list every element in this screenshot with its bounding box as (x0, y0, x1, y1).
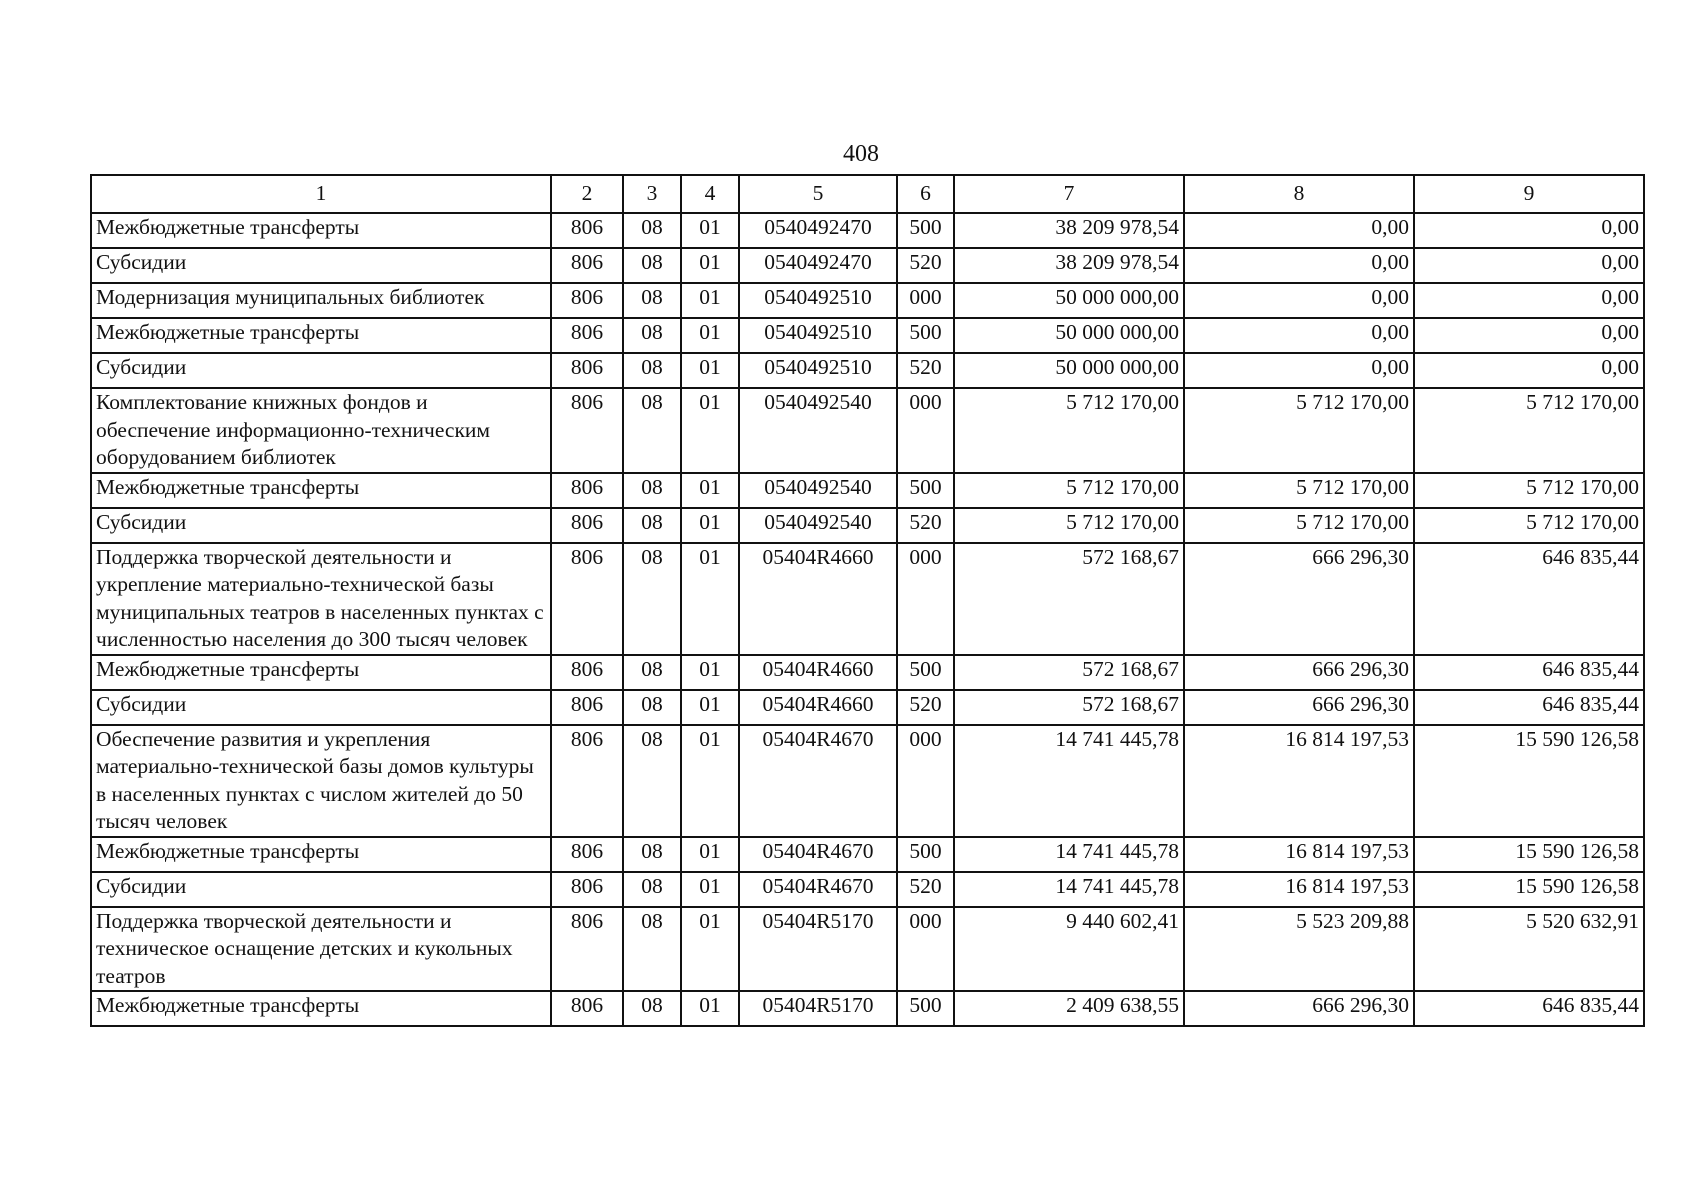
code-col-4: 01 (681, 248, 739, 283)
code-col-6: 500 (897, 473, 954, 508)
code-col-6: 520 (897, 872, 954, 907)
amount-col-7: 5 712 170,00 (954, 508, 1184, 543)
code-col-5: 0540492510 (739, 353, 897, 388)
code-col-2: 806 (551, 318, 623, 353)
code-col-2: 806 (551, 837, 623, 872)
code-col-3: 08 (623, 690, 681, 725)
table-row (91, 837, 1644, 872)
header-row (91, 175, 1644, 213)
column-header: 4 (681, 175, 739, 213)
code-col-6: 500 (897, 837, 954, 872)
code-col-5: 0540492470 (739, 248, 897, 283)
code-col-2: 806 (551, 508, 623, 543)
amount-col-9: 15 590 126,58 (1414, 725, 1644, 837)
code-col-5: 0540492540 (739, 388, 897, 473)
code-col-3: 08 (623, 508, 681, 543)
amount-col-7: 5 712 170,00 (954, 388, 1184, 473)
row-name: Межбюджетные трансферты (91, 473, 551, 508)
code-col-5: 0540492540 (739, 508, 897, 543)
amount-col-7: 14 741 445,78 (954, 725, 1184, 837)
amount-col-7: 38 209 978,54 (954, 213, 1184, 248)
amount-col-7: 14 741 445,78 (954, 872, 1184, 907)
amount-col-7: 38 209 978,54 (954, 248, 1184, 283)
amount-col-9: 5 712 170,00 (1414, 388, 1644, 473)
amount-col-8: 5 712 170,00 (1184, 388, 1414, 473)
amount-col-8: 666 296,30 (1184, 690, 1414, 725)
amount-col-9: 0,00 (1414, 318, 1644, 353)
code-col-6: 000 (897, 907, 954, 992)
code-col-4: 01 (681, 508, 739, 543)
table-row (91, 543, 1644, 655)
code-col-2: 806 (551, 543, 623, 655)
code-col-4: 01 (681, 283, 739, 318)
code-col-2: 806 (551, 248, 623, 283)
table-row (91, 213, 1644, 248)
code-col-4: 01 (681, 872, 739, 907)
amount-col-9: 646 835,44 (1414, 655, 1644, 690)
column-header: 8 (1184, 175, 1414, 213)
amount-col-7: 9 440 602,41 (954, 907, 1184, 992)
amount-col-8: 5 712 170,00 (1184, 508, 1414, 543)
amount-col-9: 15 590 126,58 (1414, 872, 1644, 907)
code-col-5: 05404R4660 (739, 690, 897, 725)
amount-col-8: 5 523 209,88 (1184, 907, 1414, 992)
code-col-5: 0540492540 (739, 473, 897, 508)
code-col-5: 0540492510 (739, 283, 897, 318)
column-header: 5 (739, 175, 897, 213)
amount-col-9: 5 520 632,91 (1414, 907, 1644, 992)
code-col-6: 500 (897, 655, 954, 690)
code-col-4: 01 (681, 213, 739, 248)
amount-col-7: 5 712 170,00 (954, 473, 1184, 508)
code-col-2: 806 (551, 907, 623, 992)
row-name: Межбюджетные трансферты (91, 318, 551, 353)
column-header: 1 (91, 175, 551, 213)
row-name: Модернизация муниципальных библиотек (91, 283, 551, 318)
table-row (91, 318, 1644, 353)
row-name: Поддержка творческой деятельности и техническое оснащение детских и кукольных театров (91, 907, 551, 992)
row-name: Межбюджетные трансферты (91, 991, 551, 1026)
code-col-5: 05404R4660 (739, 655, 897, 690)
code-col-6: 000 (897, 283, 954, 318)
row-name: Комплектование книжных фондов и обеспечение информационно-техническим оборудованием библиотек (91, 388, 551, 473)
amount-col-9: 646 835,44 (1414, 543, 1644, 655)
code-col-3: 08 (623, 837, 681, 872)
code-col-4: 01 (681, 907, 739, 992)
amount-col-9: 0,00 (1414, 353, 1644, 388)
code-col-2: 806 (551, 655, 623, 690)
row-name: Обеспечение развития и укрепления материально-технической базы домов культуры в населенных пунктах с числом жителей до 50 тысяч человек (91, 725, 551, 837)
code-col-3: 08 (623, 248, 681, 283)
table-row (91, 655, 1644, 690)
amount-col-7: 50 000 000,00 (954, 353, 1184, 388)
amount-col-8: 0,00 (1184, 213, 1414, 248)
code-col-6: 000 (897, 388, 954, 473)
amount-col-8: 0,00 (1184, 353, 1414, 388)
table-row (91, 991, 1644, 1026)
table-row (91, 872, 1644, 907)
code-col-5: 05404R4660 (739, 543, 897, 655)
code-col-3: 08 (623, 213, 681, 248)
code-col-2: 806 (551, 991, 623, 1026)
code-col-4: 01 (681, 318, 739, 353)
table-row (91, 690, 1644, 725)
column-header: 2 (551, 175, 623, 213)
code-col-3: 08 (623, 991, 681, 1026)
code-col-3: 08 (623, 388, 681, 473)
row-name: Межбюджетные трансферты (91, 213, 551, 248)
amount-col-8: 0,00 (1184, 283, 1414, 318)
code-col-3: 08 (623, 318, 681, 353)
amount-col-7: 50 000 000,00 (954, 283, 1184, 318)
table-row (91, 907, 1644, 992)
code-col-2: 806 (551, 872, 623, 907)
amount-col-9: 5 712 170,00 (1414, 508, 1644, 543)
amount-col-8: 16 814 197,53 (1184, 837, 1414, 872)
amount-col-9: 15 590 126,58 (1414, 837, 1644, 872)
code-col-5: 0540492470 (739, 213, 897, 248)
code-col-5: 05404R4670 (739, 872, 897, 907)
code-col-3: 08 (623, 725, 681, 837)
code-col-5: 05404R5170 (739, 907, 897, 992)
amount-col-8: 666 296,30 (1184, 991, 1414, 1026)
amount-col-8: 666 296,30 (1184, 543, 1414, 655)
table-row (91, 248, 1644, 283)
amount-col-9: 5 712 170,00 (1414, 473, 1644, 508)
row-name: Субсидии (91, 690, 551, 725)
amount-col-8: 0,00 (1184, 248, 1414, 283)
code-col-2: 806 (551, 353, 623, 388)
code-col-4: 01 (681, 655, 739, 690)
column-header: 6 (897, 175, 954, 213)
code-col-4: 01 (681, 353, 739, 388)
code-col-6: 520 (897, 690, 954, 725)
amount-col-7: 14 741 445,78 (954, 837, 1184, 872)
code-col-2: 806 (551, 690, 623, 725)
code-col-3: 08 (623, 283, 681, 318)
code-col-6: 000 (897, 725, 954, 837)
table-row (91, 353, 1644, 388)
code-col-4: 01 (681, 543, 739, 655)
code-col-6: 500 (897, 991, 954, 1026)
table-row (91, 388, 1644, 473)
code-col-6: 500 (897, 213, 954, 248)
amount-col-9: 646 835,44 (1414, 690, 1644, 725)
code-col-4: 01 (681, 991, 739, 1026)
code-col-6: 000 (897, 543, 954, 655)
row-name: Межбюджетные трансферты (91, 837, 551, 872)
code-col-6: 520 (897, 248, 954, 283)
code-col-3: 08 (623, 543, 681, 655)
code-col-6: 520 (897, 353, 954, 388)
page-number: 408 (843, 141, 879, 167)
code-col-4: 01 (681, 725, 739, 837)
code-col-5: 05404R4670 (739, 837, 897, 872)
table-row (91, 508, 1644, 543)
amount-col-8: 0,00 (1184, 318, 1414, 353)
code-col-3: 08 (623, 872, 681, 907)
code-col-4: 01 (681, 388, 739, 473)
amount-col-9: 646 835,44 (1414, 991, 1644, 1026)
code-col-4: 01 (681, 473, 739, 508)
column-header: 9 (1414, 175, 1644, 213)
row-name: Субсидии (91, 248, 551, 283)
table-row (91, 473, 1644, 508)
amount-col-7: 2 409 638,55 (954, 991, 1184, 1026)
amount-col-7: 572 168,67 (954, 543, 1184, 655)
code-col-2: 806 (551, 283, 623, 318)
budget-table (90, 174, 1645, 1027)
code-col-3: 08 (623, 473, 681, 508)
code-col-5: 0540492510 (739, 318, 897, 353)
code-col-5: 05404R4670 (739, 725, 897, 837)
amount-col-7: 50 000 000,00 (954, 318, 1184, 353)
row-name: Межбюджетные трансферты (91, 655, 551, 690)
code-col-3: 08 (623, 655, 681, 690)
code-col-3: 08 (623, 907, 681, 992)
amount-col-7: 572 168,67 (954, 655, 1184, 690)
row-name: Субсидии (91, 353, 551, 388)
column-header: 3 (623, 175, 681, 213)
code-col-6: 500 (897, 318, 954, 353)
amount-col-8: 666 296,30 (1184, 655, 1414, 690)
code-col-2: 806 (551, 213, 623, 248)
code-col-2: 806 (551, 473, 623, 508)
code-col-5: 05404R5170 (739, 991, 897, 1026)
column-header: 7 (954, 175, 1184, 213)
code-col-4: 01 (681, 690, 739, 725)
amount-col-8: 5 712 170,00 (1184, 473, 1414, 508)
code-col-4: 01 (681, 837, 739, 872)
code-col-2: 806 (551, 725, 623, 837)
amount-col-9: 0,00 (1414, 213, 1644, 248)
amount-col-9: 0,00 (1414, 283, 1644, 318)
row-name: Субсидии (91, 508, 551, 543)
code-col-3: 08 (623, 353, 681, 388)
code-col-6: 520 (897, 508, 954, 543)
amount-col-9: 0,00 (1414, 248, 1644, 283)
table-row (91, 283, 1644, 318)
row-name: Субсидии (91, 872, 551, 907)
amount-col-7: 572 168,67 (954, 690, 1184, 725)
code-col-2: 806 (551, 388, 623, 473)
amount-col-8: 16 814 197,53 (1184, 725, 1414, 837)
row-name: Поддержка творческой деятельности и укрепление материально-технической базы муниципальных театров в населенных пунктах с численностью населения до 300 тысяч человек (91, 543, 551, 655)
amount-col-8: 16 814 197,53 (1184, 872, 1414, 907)
table-row (91, 725, 1644, 837)
